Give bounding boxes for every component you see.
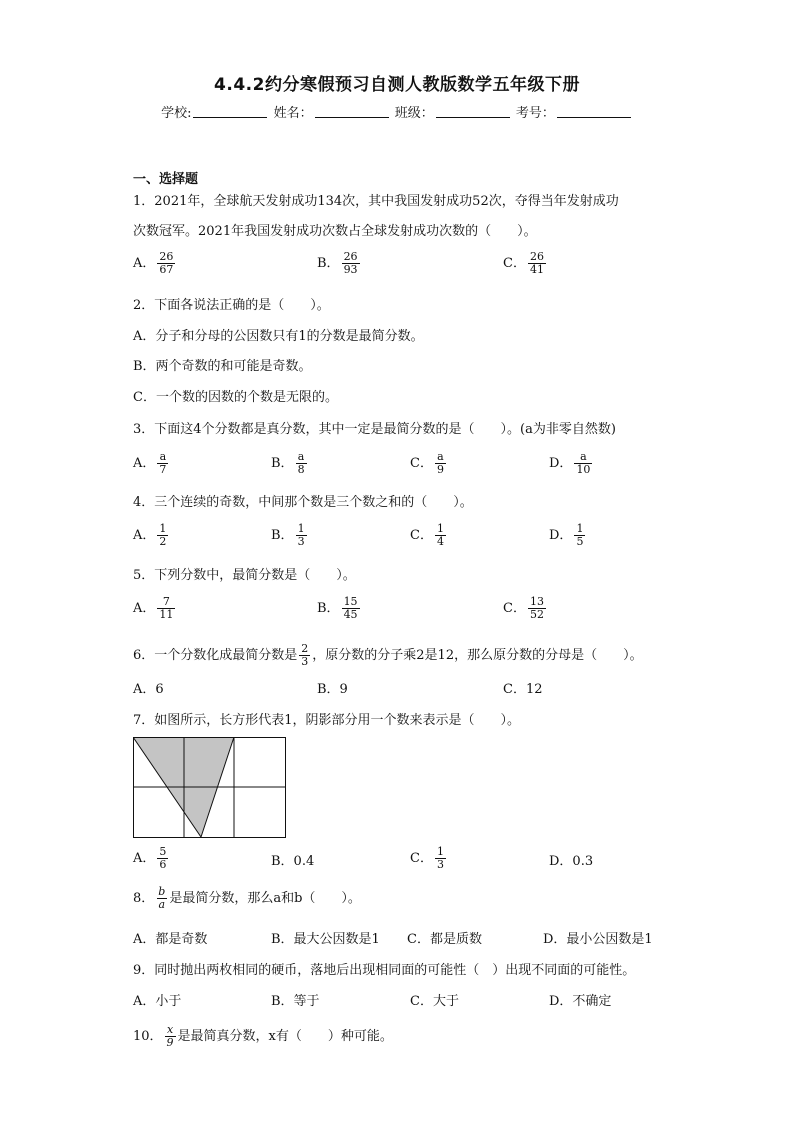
question-5-stem: 5．下列分数中，最简分数是（ ）。 [133, 568, 356, 583]
question-6-option-a: A．6 [133, 682, 164, 697]
question-1-line2: 次数冠军。2021年我国发射成功次数占全球发射成功次数的（ ）。 [133, 224, 537, 239]
question-10-stem: 10． $\frac{x}{9}$ 是最简真分数，x有（ ）种可能。 [133, 1023, 393, 1049]
question-5-option-c: C． $\frac{13}{52}$ [503, 595, 544, 621]
question-9-option-b: B．等于 [271, 994, 320, 1009]
exam-number-label: 考号： [515, 106, 555, 121]
question-6-fraction: $\frac{2}{3}$ [301, 642, 309, 668]
question-2-option-a: A．分子和分母的公因数只有1的分数是最简分数。 [133, 329, 424, 344]
question-7-option-c: C． $\frac{1}{3}$ [410, 845, 444, 871]
name-label: 姓名： [273, 106, 313, 121]
question-8-option-b: B．最大公因数是1 [271, 932, 380, 947]
question-5-option-b: B． $\frac{15}{45}$ [317, 595, 358, 621]
question-2-stem: 2．下面各说法正确的是（ ）。 [133, 298, 330, 313]
question-10-fraction: $\frac{x}{9}$ [166, 1023, 174, 1049]
question-9-option-c: C．大于 [410, 994, 459, 1009]
name-blank [315, 105, 389, 118]
class-label: 班级： [394, 106, 434, 121]
question-6-option-c: C．12 [503, 682, 543, 697]
question-8-option-a: A．都是奇数 [133, 932, 208, 947]
question-9-stem: 9．同时抛出两枚相同的硬币，落地后出现相同面的可能性（ ）出现不同面的可能性。 [133, 963, 636, 978]
question-7-stem: 7．如图所示，长方形代表1，阴影部分用一个数来表示是（ ）。 [133, 713, 521, 728]
question-4-option-a: A． $\frac{1}{2}$ [133, 522, 167, 548]
question-3-stem: 3．下面这4个分数都是真分数，其中一定是最简分数的是（ ）。(a为非零自然数) [133, 422, 616, 437]
question-2-option-c: C．一个数的因数的个数是无限的。 [133, 390, 338, 405]
question-1-option-c: C． $\frac{26}{41}$ [503, 250, 544, 276]
question-9-option-a: A．小于 [133, 994, 182, 1009]
student-info-line [0, 102, 794, 121]
question-6-option-b: B．9 [317, 682, 348, 697]
section-heading: 一、选择题 [133, 172, 199, 187]
question-4-option-b: B． $\frac{1}{3}$ [271, 522, 305, 548]
question-2-option-b: B．两个奇数的和可能是奇数。 [133, 359, 312, 374]
question-5-option-a: A． $\frac{7}{11}$ [133, 595, 174, 621]
question-6-stem: 6．一个分数化成最简分数是 $\frac{2}{3}$ ，原分数的分子乘2是12，那么原分数的分母是（ ）。 [133, 642, 643, 668]
question-3-option-b: B． $\frac{a}{8}$ [271, 450, 305, 476]
question-3-option-a: A． $\frac{a}{7}$ [133, 450, 167, 476]
question-8-stem: 8． $\frac{b}{a}$ 是最简分数，那么a和b（ ）。 [133, 885, 361, 911]
question-7-option-d: D．0.3 [549, 854, 594, 869]
page-title: 4.4.2约分寒假预习自测人教版数学五年级下册 [214, 75, 580, 95]
school-label: 学校: [161, 106, 192, 121]
school-blank [193, 105, 267, 118]
question-3-option-c: C． $\frac{a}{9}$ [410, 450, 444, 476]
exam-number-blank [557, 105, 631, 118]
question-1-line1: 1．2021年，全球航天发射成功134次，其中我国发射成功52次，夺得当年发射成功 [133, 194, 619, 209]
question-8-fraction: $\frac{b}{a}$ [158, 885, 166, 911]
question-9-option-d: D．不确定 [549, 994, 612, 1009]
rectangle-grid-figure [133, 737, 286, 838]
question-7-option-b: B．0.4 [271, 854, 315, 869]
question-1-option-a: A． $\frac{26}{67}$ [133, 250, 174, 276]
question-4-stem: 4．三个连续的奇数，中间那个数是三个数之和的（ ）。 [133, 495, 473, 510]
question-8-option-d: D．最小公因数是1 [543, 932, 653, 947]
class-blank [436, 105, 510, 118]
question-1-option-b: B． $\frac{26}{93}$ [317, 250, 358, 276]
question-4-option-d: D． $\frac{1}{5}$ [549, 522, 584, 548]
question-3-option-d: D． $\frac{a}{10}$ [549, 450, 591, 476]
question-4-option-c: C． $\frac{1}{4}$ [410, 522, 444, 548]
question-8-option-c: C．都是质数 [407, 932, 482, 947]
question-7-option-a: A． $\frac{5}{6}$ [133, 845, 167, 871]
